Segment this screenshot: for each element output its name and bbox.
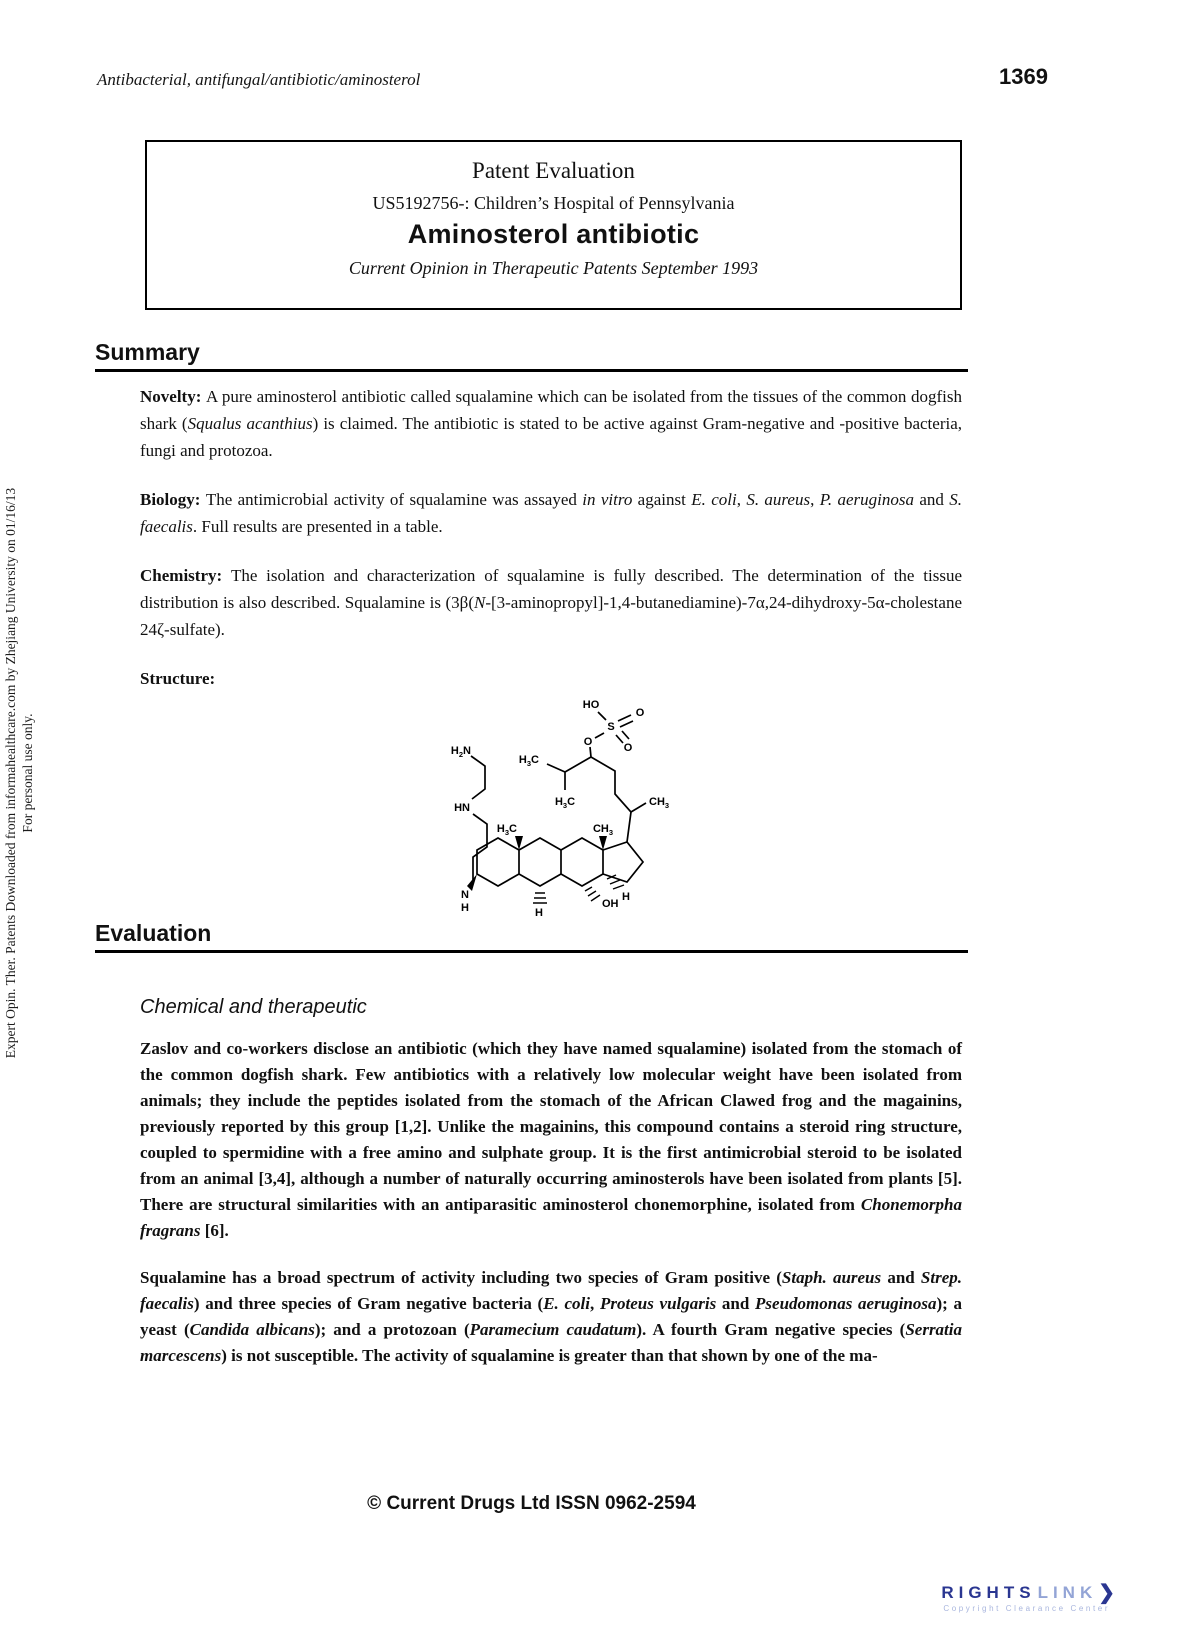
structure-diagram — [425, 644, 725, 929]
atom-label: O — [623, 742, 633, 754]
atom-label: H — [461, 902, 469, 914]
rightslink-tagline: Copyright Clearance Center — [943, 1604, 1111, 1613]
journal-line: Current Opinion in Therapeutic Patents September 1993 — [348, 258, 759, 278]
article-title: Aminosterol antibiotic — [407, 219, 700, 249]
atom-label: N — [461, 889, 469, 901]
patent-number-line: US5192756-: Children’s Hospital of Pennsylvania — [372, 193, 735, 213]
structure-label: Structure: — [140, 669, 216, 688]
summary-paragraph-novelty: Novelty: A pure aminosterol antibiotic called squalamine which can be isolated from the tissues of the common dogfish shark (Squalus acanthius) is claimed. The antibiotic is stated to be active against Gram-negative and -positive bacteria, fungi and protozoa. — [140, 387, 962, 460]
summary-paragraph-biology: Biology: The antimicrobial activity of squalamine was assayed in vitro against E. coli, S. aureus, P. aeruginosa and S. faecalis. Full results are presented in a table. — [140, 490, 963, 536]
rightslink-link-text: LINK — [1037, 1583, 1098, 1602]
atom-label: H — [535, 907, 543, 919]
evaluation-paragraph-1: Zaslov and co-workers disclose an antibiotic (which they have named squalamine) isolated from the stomach of the common dogfish shark. Few antibiotics with a relatively low molecular weight have been isolated from animals; they include the peptides isolated from the stomach of the African Clawed frog and the magainins, previously reported by this group [1,2]. Unlike the magainins, this compound contains a steroid ring structure, coupled to spermidine with a free amino and sulphate group. It is the first antimicrobial steroid to be isolated from an animal [3,4], although a number of naturally occurring aminosterols have been isolated from plants [5]. There are structural similarities with an antiparasitic aminosterol chonemorphine, isolated from Chonemorpha fragrans [6]. — [140, 1039, 962, 1240]
atom-label: O — [635, 707, 645, 719]
atom-label: HN — [454, 802, 470, 814]
atom-label: $CH_3$ — [592, 823, 614, 837]
atom-label: $H_3C$ — [518, 754, 539, 768]
evaluation-heading: Evaluation — [95, 920, 968, 953]
patent-evaluation-box — [145, 140, 962, 310]
running-head: Antibacterial, antifungal/antibiotic/aminosterol — [97, 70, 421, 89]
atom-label: HO — [582, 699, 600, 711]
atom-label: OH — [602, 898, 619, 910]
atom-label: H — [622, 891, 630, 903]
box-kicker: Patent Evaluation — [472, 158, 635, 183]
atom-label: O — [583, 736, 593, 748]
sidebar-line-2: For personal use only. — [20, 713, 35, 833]
atom-label: S — [607, 721, 615, 733]
summary-heading: Summary — [95, 339, 968, 372]
rightslink-arrow-icon: ❯ — [1098, 1582, 1115, 1604]
rightslink-logo[interactable] — [941, 1583, 1115, 1613]
atom-label: $CH_3$ — [649, 796, 670, 810]
rightslink-rights-text: RIGHTS — [941, 1583, 1036, 1602]
evaluation-body — [140, 1036, 962, 1390]
evaluation-subheading: Chemical and therapeutic — [140, 996, 367, 1018]
download-attribution-sidebar — [2, 383, 42, 1163]
sidebar-line-1: Expert Opin. Ther. Patents Downloaded from informahealthcare.com by Zhejiang University on 01/16/13 — [3, 487, 18, 1059]
evaluation-paragraph-2: Squalamine has a broad spectrum of activity including two species of Gram positive (Staph. aureus and Strep. faecalis) and three species of Gram negative bacteria (E. coli, Proteus vulgaris and Pseudomonas aeruginosa); a yeast (Candida albicans); and a protozoan (Paramecium caudatum). A fourth Gram negative species (Serratia marcescens) is not susceptible. The activity of squalamine is greater than that shown by one of the ma- — [140, 1268, 963, 1365]
summary-paragraph-chemistry: Chemistry: The isolation and characterization of squalamine is fully described. The determination of the tissue distribution is also described. Squalamine is (3β(N-[3-aminopropyl]-1,4-butanediamine)-7α,24-dihydroxy-5α-cholestane 24ζ-sulfate). — [140, 566, 962, 639]
atom-label: $H_2N$ — [450, 745, 471, 759]
page-number: 1369 — [999, 64, 1048, 89]
atom-label: $H_3C$ — [554, 796, 576, 810]
copyright-footer: © Current Drugs Ltd ISSN 0962-2594 — [367, 1493, 696, 1514]
atom-label: $H_3C$ — [496, 823, 517, 837]
